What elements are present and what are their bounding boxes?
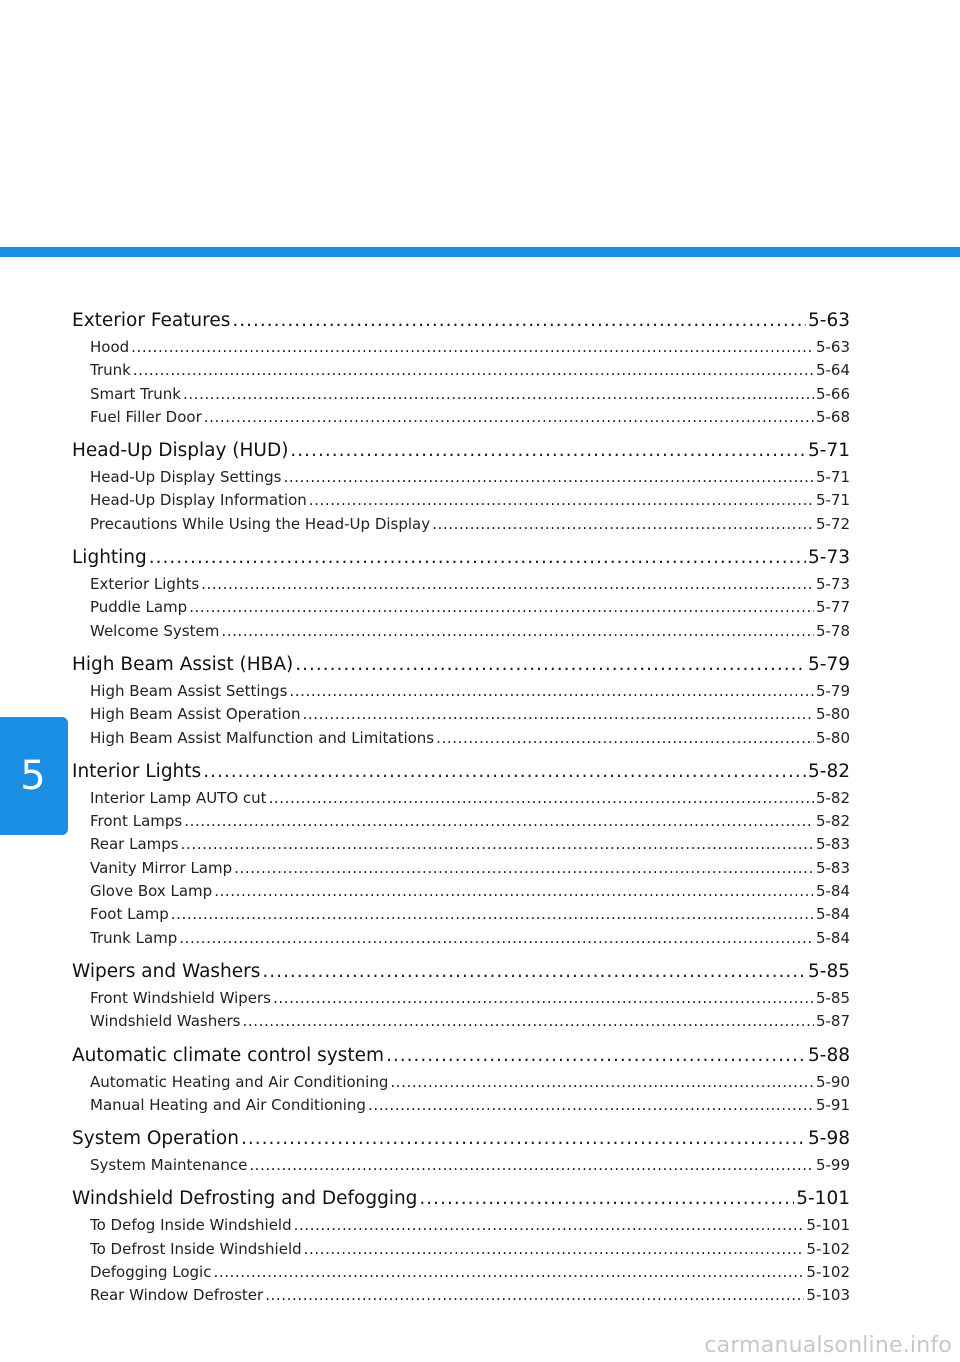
toc-section-title: Head-Up Display (HUD) [72,440,289,462]
toc-section-heading[interactable] [72,306,850,336]
leader-dots [213,1261,804,1284]
toc-entry-page: 5-68 [815,407,850,426]
toc-entry[interactable] [72,359,850,382]
toc-entry[interactable] [72,727,850,750]
toc-section-title: Interior Lights [72,760,202,782]
leader-dots [290,436,806,466]
toc-entry-page: 5-83 [815,835,850,854]
toc-section-title: Wipers and Washers [72,960,261,982]
toc-entry-page: 5-99 [815,1156,850,1175]
leader-dots [303,703,814,726]
toc-section-title: Automatic climate control system [72,1044,384,1066]
toc-entry-title: System Maintenance [90,1156,248,1175]
toc-entry[interactable] [72,987,850,1010]
toc-section-page: 5-98 [808,1128,850,1150]
toc-entry-page: 5-101 [806,1216,850,1235]
toc-section-heading[interactable] [72,957,850,987]
toc-entry-title: To Defog Inside Windshield [90,1216,292,1235]
leader-dots [283,466,813,489]
toc-entry-title: Head-Up Display Settings [90,468,282,487]
toc-entry[interactable] [72,1071,850,1094]
toc-entry[interactable] [72,880,850,903]
toc-entry-title: Front Windshield Wipers [90,988,271,1007]
toc-entry-title: Automatic Heating and Air Conditioning [90,1072,389,1091]
toc-entry-title: Hood [90,338,130,356]
toc-entry-page: 5-102 [806,1263,850,1282]
leader-dots [390,1071,814,1094]
leader-dots [262,957,806,987]
toc-entry-page: 5-73 [815,575,850,594]
leader-dots [249,1154,814,1177]
toc-entry[interactable] [72,857,850,880]
toc-entry-page: 5-102 [806,1239,850,1258]
toc-entry[interactable] [72,703,850,726]
toc-entry-title: Head-Up Display Information [90,491,307,510]
toc-entry-title: Interior Lamp AUTO cut [90,788,267,807]
toc-entry[interactable] [72,1214,850,1237]
toc-entry[interactable] [72,1261,850,1284]
toc-entry-page: 5-79 [815,681,850,700]
leader-dots [179,927,814,950]
leader-dots [181,833,814,856]
toc-entry-title: To Defrost Inside Windshield [90,1239,302,1258]
toc-entry-title: Rear Lamps [90,835,179,854]
toc-entry-page: 5-72 [815,514,850,533]
toc-entry-page: 5-83 [815,858,850,877]
leader-dots [133,359,814,382]
toc-entry[interactable] [72,680,850,703]
toc-entry-page: 5-82 [815,812,850,831]
toc-section [72,306,850,436]
toc-section-page: 5-79 [808,653,850,675]
toc-entry[interactable] [72,927,850,950]
leader-dots [234,857,814,880]
toc-section-heading[interactable] [72,1184,850,1214]
toc-section [72,1184,850,1307]
toc-section [72,650,850,757]
toc-section-heading[interactable] [72,650,850,680]
leader-dots [269,787,814,810]
leader-dots [273,987,814,1010]
leader-dots [214,880,814,903]
leader-dots [184,810,814,833]
leader-dots [386,1041,806,1071]
leader-dots [432,513,814,536]
toc-entry[interactable] [72,903,850,926]
section-gap [72,643,850,650]
toc-entry-title: Fuel Filler Door [90,407,202,426]
toc-entry-title: Smart Trunk [90,384,181,403]
chapter-number: 5 [20,753,46,799]
toc-section [72,1041,850,1125]
toc-entry[interactable] [72,489,850,512]
toc-entry-title: Rear Window Defroster [90,1286,264,1305]
section-gap [72,1034,850,1041]
top-accent-bar [0,247,960,257]
toc-entry[interactable] [72,596,850,619]
leader-dots [204,406,814,429]
toc-entry-page: 5-71 [815,468,850,487]
toc-entry-title: Trunk [90,361,131,380]
section-gap [72,536,850,543]
toc-section-heading[interactable] [72,1041,850,1071]
leader-dots [189,596,814,619]
leader-dots [201,573,814,596]
leader-dots [368,1094,814,1117]
toc-section-page: 5-101 [796,1188,850,1210]
leader-dots [232,306,806,336]
toc-entry-page: 5-77 [815,598,850,617]
section-gap [72,1177,850,1184]
toc-entry-page: 5-84 [815,882,850,901]
toc-entry[interactable] [72,406,850,429]
toc-entry-page: 5-84 [815,928,850,947]
toc-entry-title: Glove Box Lamp [90,882,213,901]
leader-dots [131,336,814,359]
toc-section [72,957,850,1041]
toc-entry-page: 5-80 [815,705,850,724]
toc-section-title: Lighting [72,547,147,569]
toc-section-heading[interactable] [72,1124,850,1154]
toc-entry[interactable] [72,513,850,536]
toc-entry-page: 5-80 [815,728,850,747]
toc-entry[interactable] [72,383,850,406]
chapter-tab [0,717,68,835]
leader-dots [309,489,814,512]
toc-entry-title: High Beam Assist Malfunction and Limitations [90,728,435,747]
toc-entry-page: 5-78 [815,621,850,640]
toc-entry-page: 5-82 [815,788,850,807]
toc-entry[interactable] [72,466,850,489]
toc-entry[interactable] [72,1094,850,1117]
toc-entry-page: 5-66 [815,384,850,403]
toc-entry-title: Vanity Mirror Lamp [90,858,233,877]
leader-dots [265,1284,804,1307]
toc-section-title: High Beam Assist (HBA) [72,653,294,675]
watermark: carmanualsonline.info [704,1333,952,1358]
leader-dots [295,650,806,680]
toc-entry[interactable] [72,336,850,359]
leader-dots [171,903,814,926]
toc-entry[interactable] [72,1010,850,1033]
toc-entry-title: Front Lamps [90,812,183,831]
toc-entry-page: 5-90 [815,1072,850,1091]
leader-dots [419,1184,794,1214]
leader-dots [294,1214,805,1237]
toc-section-page: 5-71 [808,440,850,462]
leader-dots [221,620,814,643]
leader-dots [183,383,814,406]
toc-entry-page: 5-64 [815,361,850,380]
leader-dots [436,727,814,750]
toc-entry-page: 5-71 [815,491,850,510]
toc-entry-title: Precautions While Using the Head-Up Display [90,514,431,533]
toc-section [72,1124,850,1184]
toc-entry[interactable] [72,620,850,643]
table-of-contents [72,306,850,1308]
toc-section [72,436,850,543]
toc-entry-page: 5-103 [806,1286,850,1305]
toc-entry-title: Trunk Lamp [90,928,178,947]
toc-section-heading[interactable] [72,436,850,466]
toc-section-heading[interactable] [72,543,850,573]
toc-section-page: 5-88 [808,1044,850,1066]
toc-entry[interactable] [72,1284,850,1307]
leader-dots [242,1010,813,1033]
toc-entry[interactable] [72,833,850,856]
toc-entry-title: High Beam Assist Settings [90,681,288,700]
toc-section-title: System Operation [72,1128,239,1150]
toc-entry-title: High Beam Assist Operation [90,705,301,724]
toc-entry-title: Puddle Lamp [90,598,188,617]
toc-entry-title: Windshield Washers [90,1012,241,1031]
toc-section-heading[interactable] [72,757,850,787]
toc-section-page: 5-63 [808,310,850,331]
section-gap [72,950,850,957]
toc-entry-title: Manual Heating and Air Conditioning [90,1095,366,1114]
toc-entry-page: 5-63 [815,338,850,356]
toc-entry[interactable] [72,787,850,810]
section-gap [72,750,850,757]
toc-entry[interactable] [72,1238,850,1261]
leader-dots [241,1124,806,1154]
toc-entry[interactable] [72,1154,850,1177]
leader-dots [304,1238,805,1261]
toc-section-page: 5-85 [808,960,850,982]
toc-entry-title: Welcome System [90,621,220,640]
leader-dots [289,680,814,703]
toc-entry-title: Defogging Logic [90,1263,212,1282]
leader-dots [203,757,806,787]
toc-entry[interactable] [72,810,850,833]
section-gap [72,429,850,436]
toc-section-page: 5-82 [808,760,850,782]
section-gap [72,1117,850,1124]
toc-section [72,757,850,957]
toc-entry[interactable] [72,573,850,596]
toc-entry-page: 5-87 [815,1012,850,1031]
toc-entry-page: 5-91 [815,1095,850,1114]
toc-entry-page: 5-84 [815,905,850,924]
toc-section-page: 5-73 [808,547,850,569]
leader-dots [149,543,806,573]
toc-entry-title: Exterior Lights [90,575,200,594]
toc-section-title: Windshield Defrosting and Defogging [72,1188,418,1210]
toc-entry-page: 5-85 [815,988,850,1007]
toc-section-title: Exterior Features [72,310,231,331]
toc-entry-title: Foot Lamp [90,905,169,924]
toc-section [72,543,850,650]
